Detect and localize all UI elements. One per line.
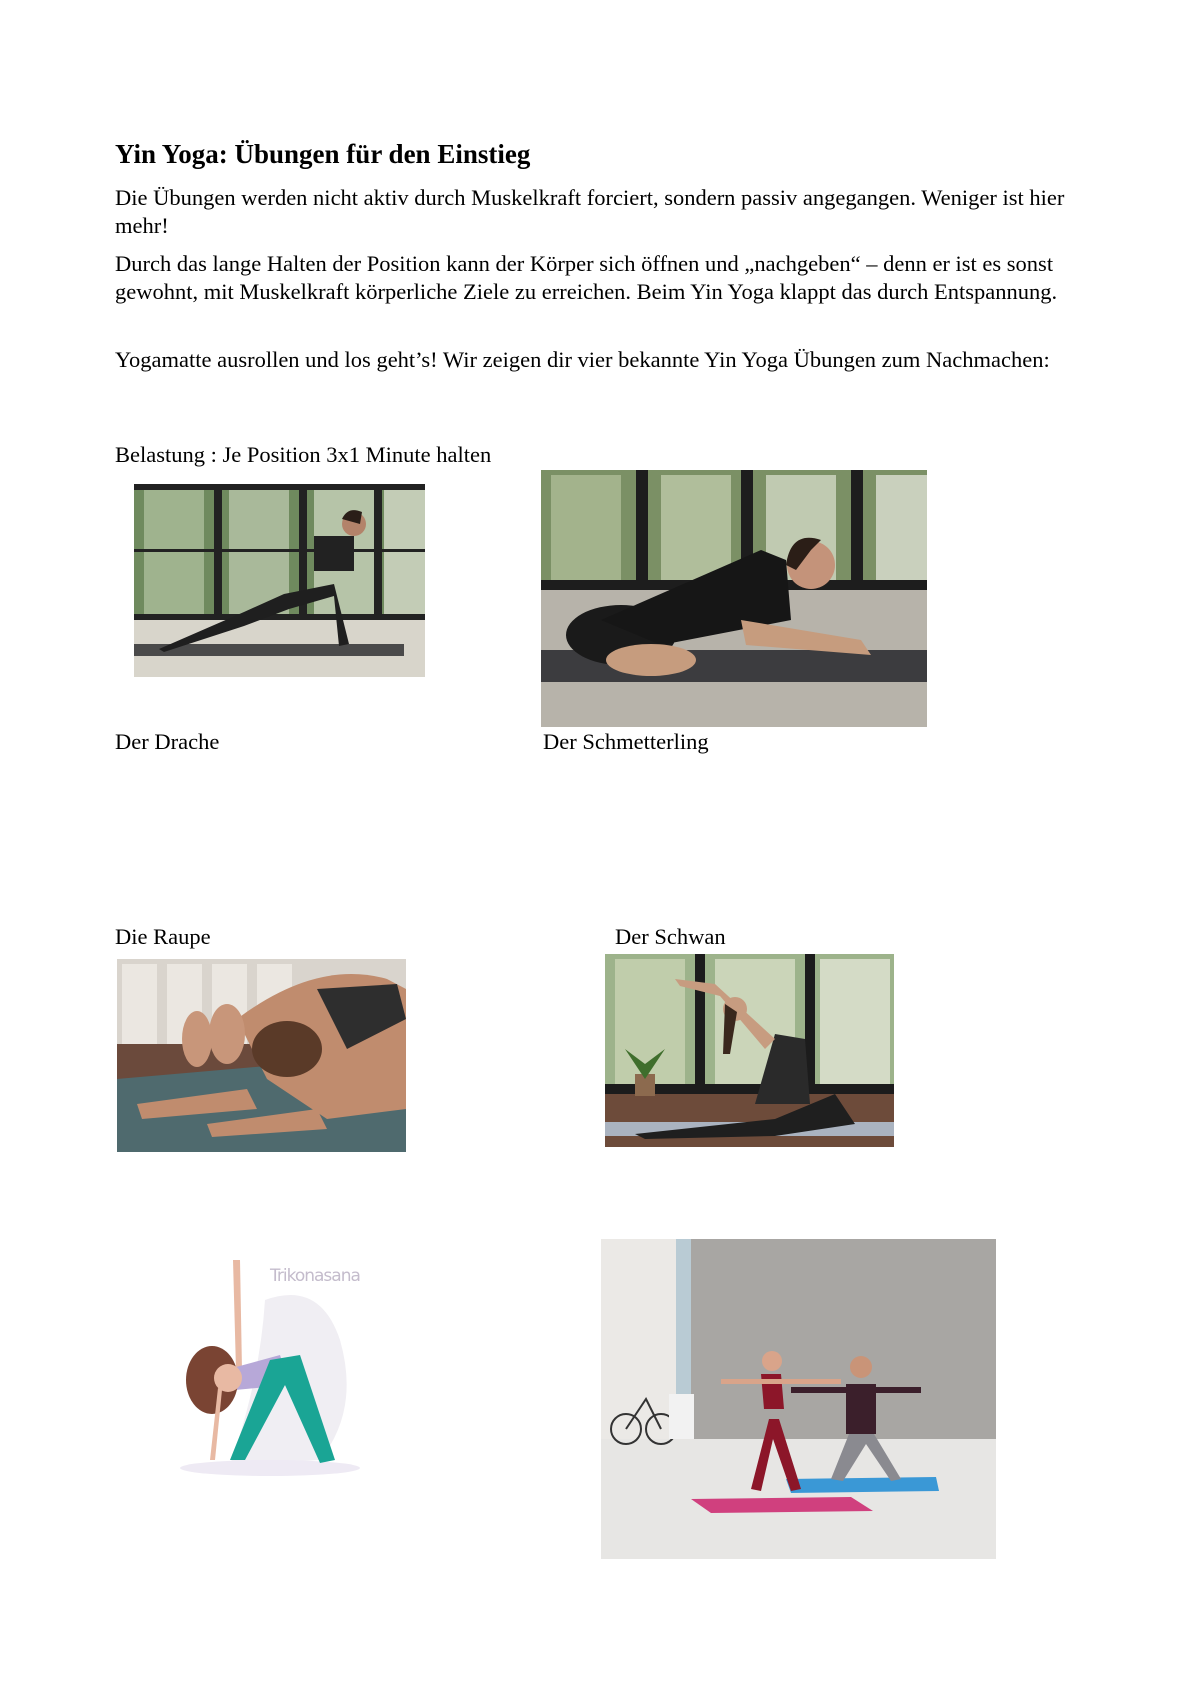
page-title: Yin Yoga: Übungen für den Einstieg (115, 139, 531, 169)
load-text: Belastung : Je Position 3x1 Minute halten (115, 442, 492, 467)
butterfly-pose-photo (541, 470, 927, 727)
dragon-pose-photo (134, 484, 425, 677)
warrior-pose-photo (601, 1239, 996, 1559)
mat-paragraph: Yogamatte ausrollen und los geht’s! Wir zeigen dir vier bekannte Yin Yoga Übungen zum Nachmachen: (115, 347, 1050, 372)
dragon-caption: Der Drache (115, 729, 220, 754)
caterpillar-pose-photo (117, 959, 406, 1152)
trikonasana-label: Trikonasana (270, 1266, 360, 1286)
holding-paragraph: Durch das lange Halten der Position kann der Körper sich öffnen und „nachgeben“ – denn er ist es sonst gewohnt, mit Muskelkraft körperliche Ziele zu erreichen. Beim Yin Yoga klappt das durch Entspannung. (115, 251, 1058, 304)
swan-pose-photo (605, 954, 894, 1147)
intro-paragraph: Die Übungen werden nicht aktiv durch Muskelkraft forciert, sondern passiv angegangen. Weniger ist hier mehr! (115, 185, 1065, 238)
swan-caption: Der Schwan (615, 924, 726, 949)
butterfly-caption: Der Schmetterling (543, 729, 709, 754)
caterpillar-caption: Die Raupe (115, 924, 211, 949)
trikonasana-illustration (170, 1260, 360, 1480)
